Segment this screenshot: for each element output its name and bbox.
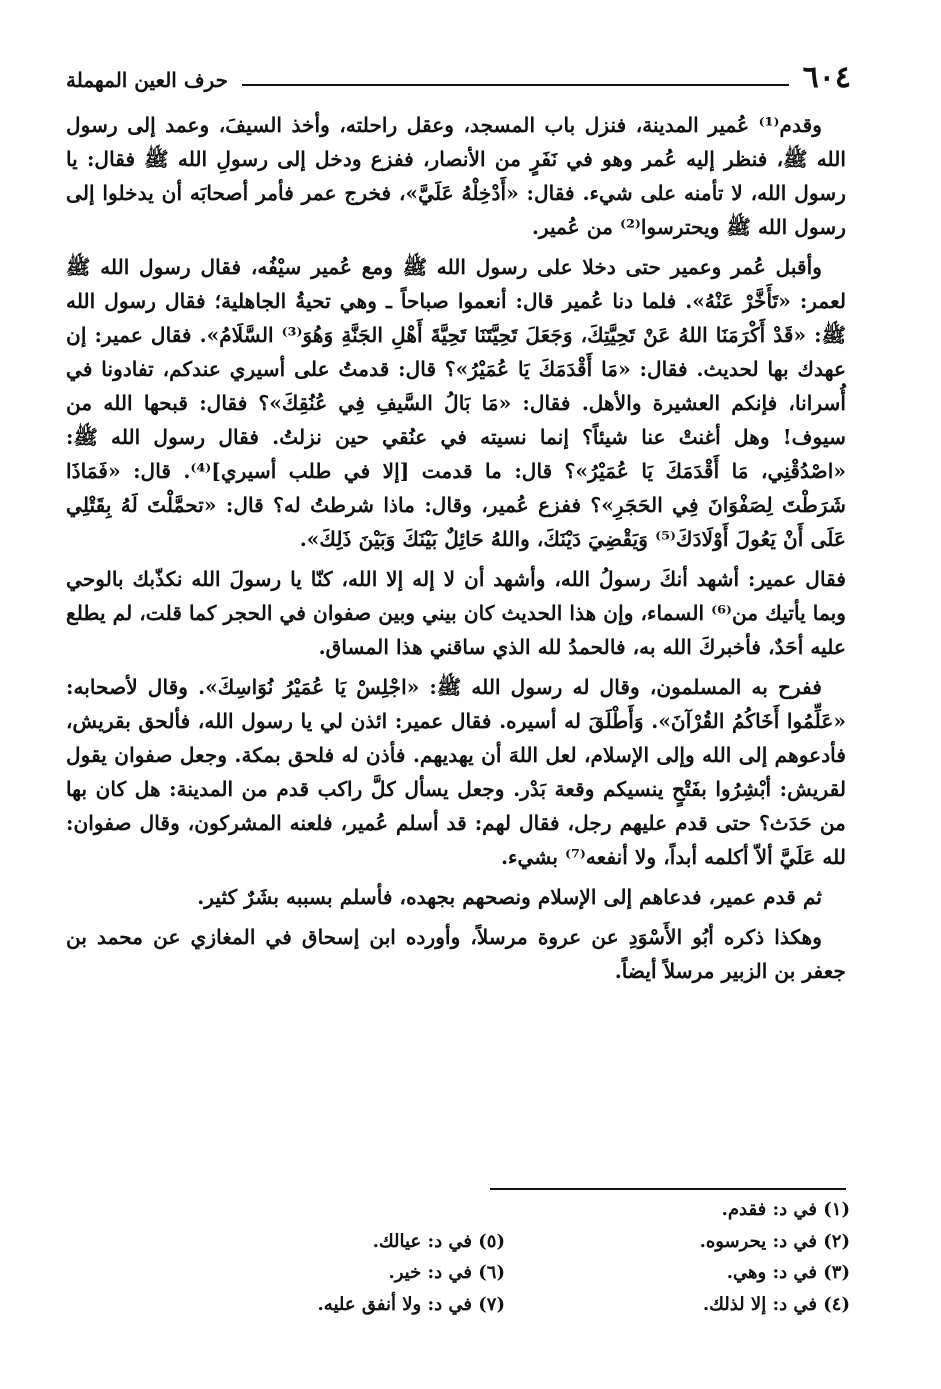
header-rule <box>242 84 789 86</box>
paragraph-4: ففرح به المسلمون، وقال له رسول الله ﷺ: «اجْلِسْ يَا عُمَيْرُ نُوَاسِكَ». وقال لأصحابه: «عَلِّمُوا أَخَاكُمُ القُرْآنَ». وَأَطْلَقَ له أسيره. فقال عمير: ائذن لي يا رسول الله، فألحق بقريش، فأدعوهم إلى الله وإلى الإسلام، لعل اللهَ أن يهديهم. فأذن له فلحق بمكة. وجعل صفوان يقول لقريش: أبْشِرُوا بفَتْحٍ ينسيكم وقعة بَدْر. وجعل يسأل كلَّ راكب قدم من المدينة: هل كان بها من حَدَث؟ حتى قدم عليهم رجل، فقال لهم: قد أسلم عُمير، فلعنه المشركون، وقال صفوان: لله عَلَيَّ ألاّ أكلمه أبداً، ولا أنفعه⁽⁷⁾ بشيء. <box>66 675 846 869</box>
footnote-3: (٣) في د: وهي. <box>726 1262 850 1283</box>
footnote-2: (٢) في د: يحرسوه. <box>699 1230 850 1252</box>
footnote-rule <box>490 1188 846 1190</box>
chapter-title: حرف العين المهملة <box>66 68 228 92</box>
footnote-6: (٦) في د: خير. <box>388 1262 505 1283</box>
page-number: ٦٠٤ <box>802 60 851 95</box>
main-text <box>66 108 846 988</box>
footnote-5: (٥) في د: عيالك. <box>372 1230 505 1252</box>
running-head <box>66 58 851 94</box>
footnote-column-right <box>520 1194 850 1320</box>
footnote-7: (٧) في د: ولا أنفق عليه. <box>317 1293 505 1315</box>
footnote-1: (١) في د: فقدم. <box>721 1199 850 1220</box>
footnote-4: (٤) في د: إلا لذلك. <box>702 1293 850 1315</box>
paragraph-3: فقال عمير: أشهد أنكَ رسولُ الله، وأشهد أن لا إله إلا الله، كنّا يا رسولَ الله نكذّبك بالوحي وبما يأتيك من⁽⁶⁾ السماء، وإن هذا الحديث كان بيني وبين صفوان في الحجر كما قلت، لم يطلع عليه أحَدٌ، فأخبركَ الله به، فالحمدُ لله الذي ساقني هذا المساق. <box>66 567 846 659</box>
paragraph-5: ثم قدم عمير، فدعاهم إلى الإسلام ونصحهم بجهده، فأسلم بسببه بشَرٌ كثير. <box>197 885 822 909</box>
paragraph-2: وأقبل عُمر وعمير حتى دخلا على رسول الله ﷺ ومع عُمير سيْفُه، فقال رسول الله ﷺ لعمر: «تَأَخَّرْ عَنْهُ». فلما دنا عُمير قال: أنعموا صباحاً ـ وهي تحيةُ الجاهلية؛ فقال رسول الله ﷺ: «قَدْ أَكْرَمَنَا اللهُ عَنْ تَحِيَّتِكَ، وَجَعَلَ تَحِيَّتَنَا تَحِيَّةَ أَهْلِ الجَنَّةِ وَهُوَ⁽³⁾ السَّلَامُ». فقال عمير: إن عهدك بها لحديث. فقال: «مَا أَقْدَمَكَ يَا عُمَيْرُ»؟ قال: قدمتُ على أسيري عندكم، تفادونا في أُسرانا، فإنكم العشيرة والأهل. فقال: «مَا بَالُ السَّيفِ فِي عُنُقِكَ»؟ فقال: قبحها الله من سيوف! وهل أغنتْ عنا شيئاً؟ إنما نسيته في عنُقي حين نزلتُ. فقال رسول الله ﷺ: «اصْدُقْنِي، مَا أَقْدَمَكَ يَا عُمَيْرُ»؟ قال: ما قدمت [إلا في طلب أسيري]⁽⁴⁾. قال: «فَمَاذَا شَرَطْتَ لِصَفْوَانَ فِي الحَجَرِ»؟ ففزع عُمير، وقال: ماذا شرطتُ له؟ قال: «تحمَّلْتَ لَهُ بِقَتْلِي عَلَى أَنْ يَعُولَ أَوْلَادَكَ⁽⁵⁾ وَيَقْضِيَ دَيْنَكَ، واللهُ حَائِلٌ بَيْنَكَ وَبَيْنَ ذَلِكَ». <box>66 255 846 551</box>
footnote-column-left <box>175 1194 505 1320</box>
footnotes <box>170 1194 850 1324</box>
paragraph-6: وهكذا ذكره أبُو الأَسْوَدِ عن عروة مرسلاً، وأورده ابن إسحاق في المغازي عن محمد بن جعفر بن الزبير مرسلاً أيضاً. <box>66 925 846 983</box>
paragraph-1: وقدم⁽¹⁾ عُمير المدينة، فنزل باب المسجد، وعقل راحلته، وأخذ السيفَ، وعمد إلى رسول الله ﷺ، فنظر إليه عُمر وهو في نَفَرٍ من الأنصار، ففزع ودخل إلى رسولِ الله ﷺ فقال: يا رسول الله، لا تأمنه على شيء. فقال: «أَدْخِلْهُ عَلَيَّ»، فخرج عمر فأمر أصحابَه أن يدخلوا إلى رسول الله ﷺ ويحترسوا⁽²⁾ من عُمير. <box>66 113 846 239</box>
